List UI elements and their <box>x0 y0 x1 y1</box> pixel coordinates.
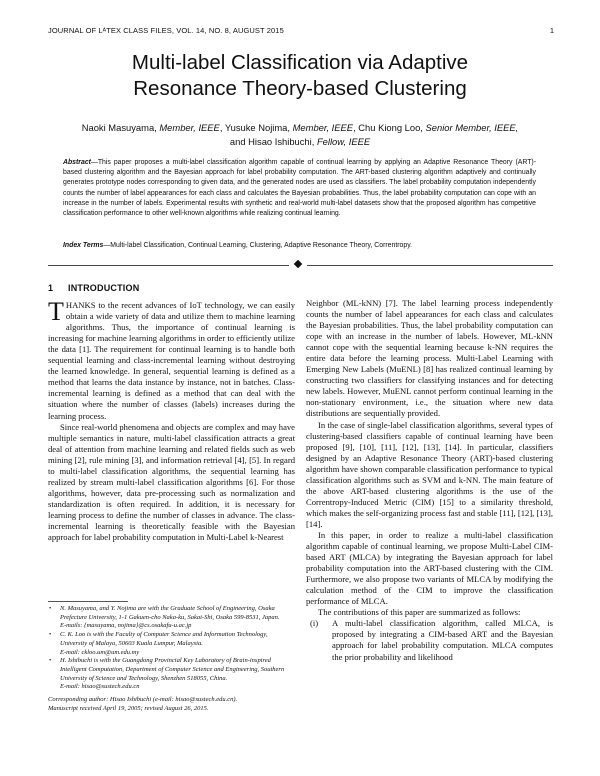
footnote-affiliation-2: • C. K. Loo is with the Faculty of Computer Science and Information Technology, University of Malaya, 50603 Kuala Lumpur, Malaysia. E-mail: ckloo.um@um.edu.my <box>49 631 268 656</box>
footnote-affiliation-1: • N. Masuyama, and Y. Nojima are with the Graduate School of Engineering, Osaka Prefecture University, 1-1 Gakuen-cho Naka-ku, Sakai-Shi, Osaka 599-8531, Japan. E-mails: {masuyama, nojima}@cs.osakafu-u.ac.jp <box>49 605 280 630</box>
left-column <box>48 283 295 543</box>
paper-title <box>60 50 540 102</box>
intro-paragraph-5: In this paper, in order to realize a multi-label classification algorithm capable of continual learning, we propose Multi-Label CIM-based ART (MLCA) by integrating the Bayesian approach for label probability computation into the ART-based clustering with the CIM. Furthermore, we also propose two variants of MLCA by modifying the calculation method of the CIM to improve the classification performance of MLCA. <box>306 529 553 607</box>
intro-paragraph-2: Since real-world phenomena and objects are complex and may have multiple semantics in nature, multi-label classification attracts a great deal of attention from machine learning and related fields such as web mining [2], rule mining [3], and information retrieval [4], [5]. In regard to multi-label classification algorithms, the sequential learning has realized by stream multi-label classification algorithms [6]. For those algorithms, however, data pre-processing such as normalization and standardization is often required. In addition, it is necessary for learning process to define the number of classes in advance. The class-incremental learning is theoretically feasible with the Bayesian approach for label probability computation in Multi-Label k-Nearest <box>48 421 295 543</box>
abstract-text: —This paper proposes a multi-label classification algorithm capable of continual learning by applying an Adaptive Resonance Theory (ART)-based clustering algorithm and the Bayesian approach for label probability computation. The ART-based clustering algorithm adaptively and continually generates prototype nodes corresponding to given data, and the generated nodes are used as classifiers. The label probability computation independently counts the number of label appearances for each class and calculates the Bayesian probabilities. Thus, the label probability computation can cope with an increase in the number of labels. Experimental results with synthetic and real-world multi-label datasets show that the proposed algorithm has competitive classification performance to other well-known algorithms while realizing continual learning. <box>63 159 536 218</box>
author-line-2: and Hisao Ishibuchi, Fellow, IEEE <box>229 136 371 147</box>
author-line-1: Naoki Masuyama, Member, IEEE, Yusuke Nojima, Member, IEEE, Chu Kiong Loo, Senior Member, IEEE, <box>81 122 519 133</box>
corresponding-author: Corresponding author: Hisao Ishibuchi (e-mail: hisao@sustech.edu.cn). <box>48 696 238 704</box>
section-heading: 1 INTRODUCTION <box>48 283 140 293</box>
contribution-item: (i) A multi-label classification algorithm, called MLCA, is proposed by integrating a CIM-based ART and the Bayesian approach for label probability computation. MLCA computes the prior probability and likelihood <box>310 618 553 662</box>
intro-paragraph-4: In the case of single-label classification algorithms, several types of clustering-based classifiers capable of continual learning have been proposed [9], [10], [11], [12], [13], [14]. In particular, classifiers designed by an Adaptive Resonance Theory (ART)-based clustering algorithm have shown comparable classification performance to typical classification algorithms such as SVM and k-NN. The main feature of the above ART-based clustering algorithms is the use of the Correntropy-Induced Metric (CIM) [15] to a similarity threshold, which makes the self-organizing process fast and stable [11], [12], [13], [14]. <box>306 419 553 529</box>
index-terms <box>63 241 536 251</box>
right-column <box>306 298 553 663</box>
arxiv-sidebar <box>0 0 30 776</box>
title-line-2: Resonance Theory-based Clustering <box>133 77 467 100</box>
footnotes <box>48 601 295 713</box>
running-header: JOURNAL OF LᴬTEX CLASS FILES, VOL. 14, NO. 8, AUGUST 2015 <box>48 26 284 35</box>
footnote-affiliation-3: • H. Ishibuchi is with the Guangdong Provincial Key Laboratory of Brain-inspired Intelligent Computation, Department of Computer Science and Engineering, Southern University of Science and Technology, Shenzhen 518055, China. E-mail: hisao@sustech.edu.cn <box>49 657 285 691</box>
intro-paragraph-1: THANKS to the recent advances of IoT technology, we can easily obtain a wide variety of data and utilize them to machine learning algorithms. Thus, the importance of continual learning is increasing for machine learning algorithms in order to efficiently utilize the data [1]. The requirement for continual learning is to handle both sequential learning and class-incremental learning without destroying the learned knowledge. In general, sequential learning is defined as a method that learns the data instance by instance, not in batches. Class-incremental learning is defined as a method that can deal with the situation where the number of classes (labels) increases during the learning process. <box>48 297 295 421</box>
index-terms-text: —Multi-label Classification, Continual Learning, Clustering, Adaptive Resonance Theory, Correntropy. <box>103 242 413 249</box>
index-terms-label: Index Terms <box>63 242 104 249</box>
author-list <box>60 121 540 149</box>
abstract-label: Abstract <box>63 159 91 166</box>
intro-paragraph-3: Neighbor (ML-kNN) [7]. The label learning process independently counts the number of label appearances for each class and calculates the Bayesian probabilities. Thus, the label probability computation can cope with an increase in the number of labels. However, ML-kNN cannot cope with the sequential learning because k-NN requires the entire data before the learning process. Multi-Label Learning with Emerging New Labels (MuENL) [8] has realized continual learning by constructing two classifiers for classifying instances and for detecting new labels. However, MuENL cannot perform continual learning in the non-stationary environment, i.e., the situation where new data distributions are sequentially provided. <box>306 298 553 419</box>
manuscript-dates: Manuscript received April 19, 2005; revised August 26, 2015. <box>48 704 209 712</box>
abstract <box>63 158 536 219</box>
drop-cap: T <box>48 297 64 327</box>
footnote-rule <box>48 601 128 602</box>
contributions-intro: The contributions of this paper are summarized as follows: <box>318 607 521 618</box>
page-number: 1 <box>549 26 554 35</box>
title-line-1: Multi-label Classification via Adaptive <box>131 51 469 74</box>
